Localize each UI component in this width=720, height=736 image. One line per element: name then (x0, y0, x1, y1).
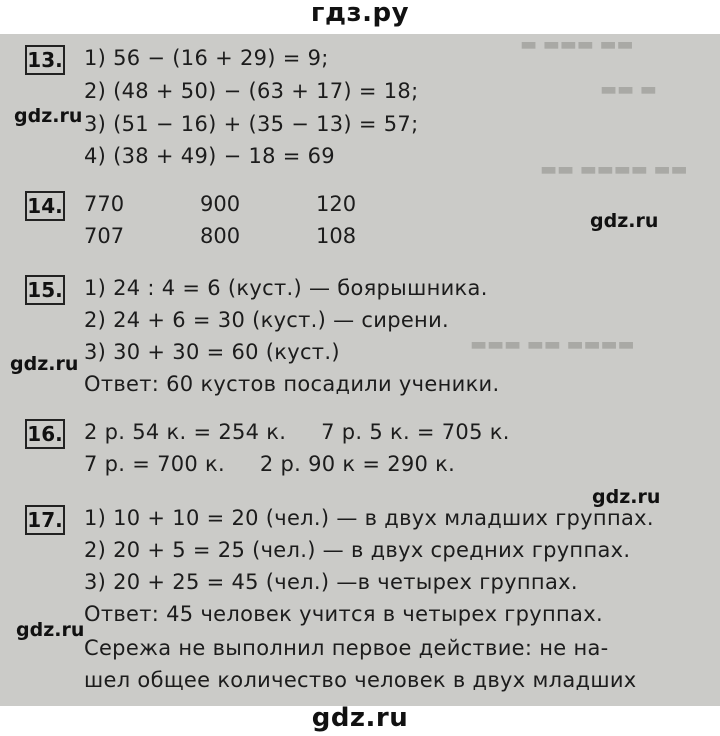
task-number-13: 13. (25, 45, 65, 75)
task-number-15: 15. (25, 275, 65, 305)
task-17-line-3: 3) 20 + 25 = 45 (чел.) —в четырех группах. (84, 570, 578, 594)
bleed-through-texture: ▬▬▬ ▬▬ ▬▬▬▬ (470, 334, 635, 355)
watermark: gdz.ru (16, 619, 85, 641)
task-15-line-1: 1) 24 : 4 = 6 (куст.) — боярышника. (84, 276, 488, 300)
watermark: gdz.ru (10, 353, 79, 375)
watermark: gdz.ru (592, 486, 661, 508)
task-number-17: 17. (25, 505, 65, 535)
task-15-answer: Ответ: 60 кустов посадили ученики. (84, 372, 500, 396)
task-17-line-2: 2) 20 + 5 = 25 (чел.) — в двух средних группах. (84, 538, 631, 562)
bleed-through-texture: ▬ ▬▬▬ ▬▬ (520, 34, 634, 55)
task-17-line-1: 1) 10 + 10 = 20 (чел.) — в двух младших группах. (84, 506, 654, 530)
bleed-through-texture: ▬▬ ▬ (600, 79, 657, 100)
task-16-line-2: 7 р. = 700 к. 2 р. 90 к = 290 к. (84, 452, 456, 476)
site-footer: gdz.ru (311, 703, 409, 733)
task-13-line-2: 2) (48 + 50) − (63 + 17) = 18; (84, 79, 419, 103)
task-17-note-line-2: шел общее количество человек в двух младших (84, 668, 637, 692)
task-number-16: 16. (25, 419, 65, 449)
task-16-line-1: 2 р. 54 к. = 254 к. 7 р. 5 к. = 705 к. (84, 420, 510, 444)
task-14-value: 800 (200, 224, 241, 248)
task-13-line-4: 4) (38 + 49) − 18 = 69 (84, 144, 335, 168)
task-15-line-2: 2) 24 + 6 = 30 (куст.) — сирени. (84, 308, 449, 332)
task-17-note-line-1: Сережа не выполнил первое действие: не на- (84, 636, 609, 660)
task-14-value: 108 (316, 224, 357, 248)
task-14-value: 707 (84, 224, 125, 248)
textbook-page (0, 34, 720, 706)
task-17-answer: Ответ: 45 человек учится в четырех группах. (84, 602, 603, 626)
task-number-14: 14. (25, 191, 65, 221)
task-14-value: 900 (200, 192, 241, 216)
task-13-line-3: 3) (51 − 16) + (35 − 13) = 57; (84, 112, 419, 136)
bleed-through-texture: ▬▬ ▬▬▬▬ ▬▬ (540, 159, 688, 180)
site-header: гдз.ру (310, 0, 410, 28)
task-14-value: 120 (316, 192, 357, 216)
watermark: gdz.ru (590, 210, 659, 232)
task-13-line-1: 1) 56 − (16 + 29) = 9; (84, 46, 329, 70)
task-14-value: 770 (84, 192, 125, 216)
task-15-line-3: 3) 30 + 30 = 60 (куст.) (84, 340, 340, 364)
watermark: gdz.ru (14, 105, 83, 127)
